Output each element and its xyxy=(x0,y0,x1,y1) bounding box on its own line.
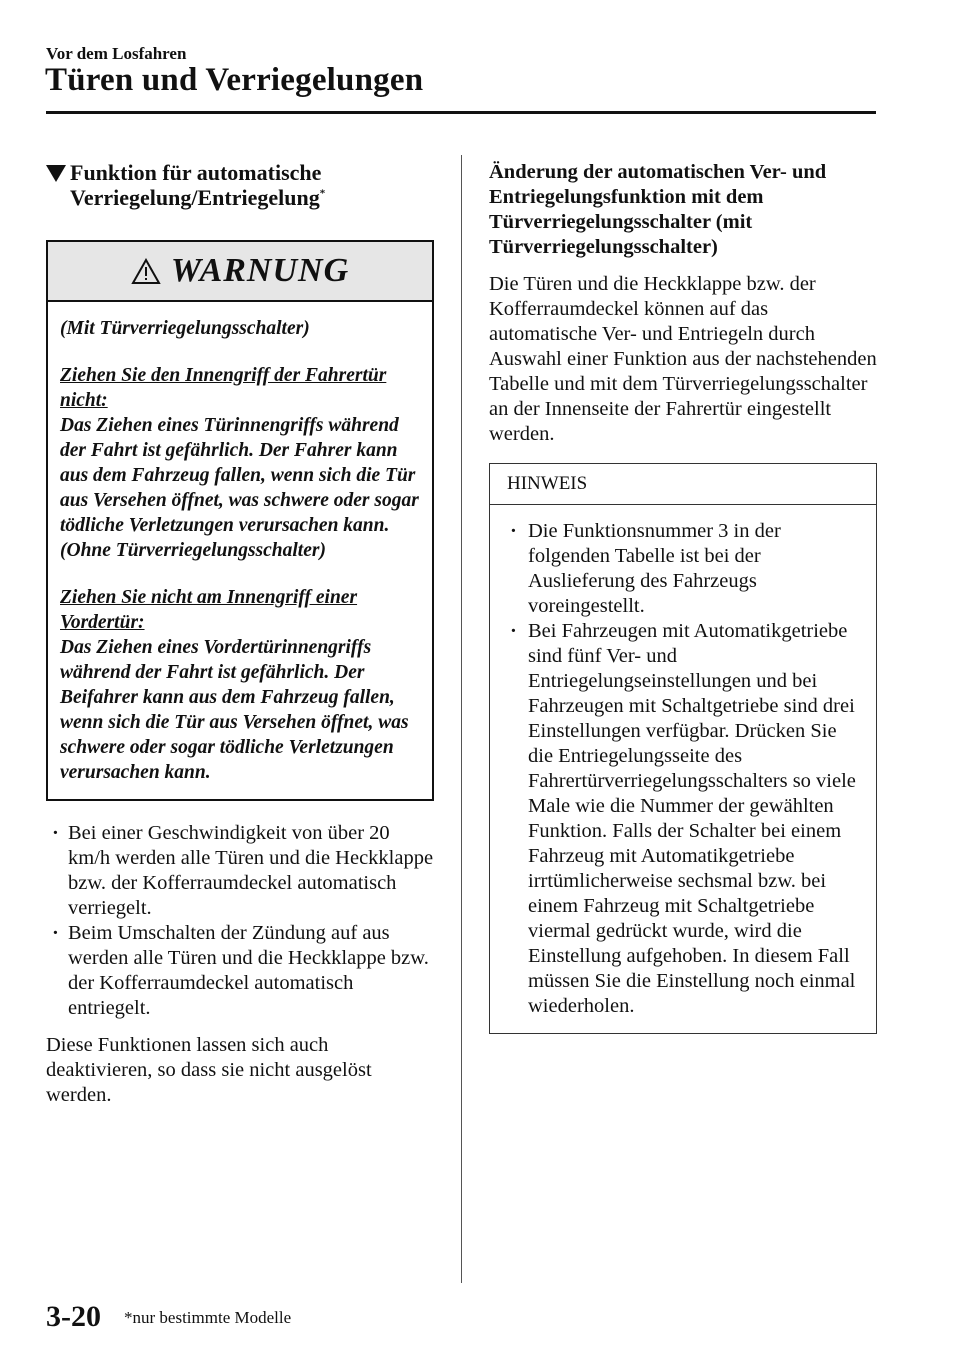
info-bullets xyxy=(46,821,434,1021)
page-number: 3-20 xyxy=(46,1300,101,1333)
chapter-title: Türen und Verriegelungen xyxy=(45,62,424,98)
warning-condition-2: (Ohne Türverriegelungsschalter) xyxy=(60,540,326,561)
paragraph: Diese Funktionen lassen sich auch deaktivieren, so dass sie nicht ausgelöst werden. xyxy=(46,1034,372,1106)
list-item: · Beim Umschalten der Zündung auf aus werden alle Türen und die Heckklappe bzw. der Kofferraumdeckel automatisch entriegelt. xyxy=(46,921,434,1021)
right-column xyxy=(489,160,877,1034)
warning-header xyxy=(48,242,432,302)
column-divider xyxy=(461,155,462,1283)
list-item: · Bei einer Geschwindigkeit von über 20 km/h werden alle Türen und die Heckklappe bzw. der Kofferraumdeckel automatisch verriegelt. xyxy=(46,821,434,921)
note-title: HINWEIS xyxy=(490,464,876,505)
subsection-heading: Änderung der automatischen Ver- und Entriegelungsfunktion mit dem Türverriegelungsschalter (mit Türverriegelungsschalter) xyxy=(489,161,827,258)
left-column xyxy=(46,160,434,1108)
list-item: · Die Funktionsnummer 3 in der folgenden Tabelle ist bei der Auslieferung des Fahrzeugs voreingestellt. xyxy=(504,519,864,619)
paragraph: Die Türen und die Heckklappe bzw. der Kofferraumdeckel können auf das automatische Ver- und Entriegeln durch Auswahl einer Funktion aus der nachstehenden Tabelle und mit dem Türverriegelungsschalter an der Innenseite der Fahrertür eingestellt werden. xyxy=(489,273,877,445)
footnote: *nur bestimmte Modelle xyxy=(124,1308,292,1327)
note-box xyxy=(489,463,877,1034)
warning-instruction-2: Ziehen Sie nicht am Innengriff einer Vordertür: xyxy=(60,587,358,633)
warning-box xyxy=(46,240,434,801)
note-body xyxy=(490,505,876,1033)
optional-equipment-mark: * xyxy=(319,187,326,200)
warning-instruction-1: Ziehen Sie den Innengriff der Fahrertür nicht: xyxy=(60,365,387,411)
warning-text-1: Das Ziehen eines Türinnengriffs während der Fahrt ist gefährlich. Der Fahrer kann aus dem Fahrzeug fallen, wenn sich die Tür aus Versehen öffnet, was schwere oder sogar tödliche Verletzungen verursachen kann. xyxy=(60,415,419,536)
warning-triangle-icon xyxy=(131,258,161,285)
section-label: Vor dem Losfahren xyxy=(46,44,187,63)
triangle-marker-icon xyxy=(46,165,66,182)
heading-line-1: Funktion für automatische xyxy=(70,160,322,185)
warning-body xyxy=(48,302,432,799)
header-rule xyxy=(46,111,876,114)
warning-condition-1: (Mit Türverriegelungsschalter) xyxy=(60,318,310,339)
heading-line-2: Verriegelung/Entriegelung xyxy=(70,185,320,210)
list-item: · Bei Fahrzeugen mit Automatikgetriebe sind fünf Ver- und Entriegelungseinstellungen und bei Fahrzeugen mit Schaltgetriebe sind drei Einstellungen verfügbar. Drücken Sie die Entriegelungsseite des Fahrertürverriegelungsschalters so viele Male wie die Nummer der gewählten Funktion. Falls der Schalter bei einem Fahrzeug mit Automatikgetriebe irrtümlicherweise sechsmal bzw. bei einem Fahrzeug mit Schaltgetriebe viermal gedrückt wurde, wird die Einstellung aufgehoben. In diesem Fall müssen Sie die Einstellung noch einmal wiederholen. xyxy=(504,619,864,1019)
section-heading xyxy=(46,160,434,210)
warning-text-2: Das Ziehen eines Vordertürinnengriffs während der Fahrt ist gefährlich. Der Beifahrer kann aus dem Fahrzeug fallen, wenn sich die Tür aus Versehen öffnet, was schwere oder sogar tödliche Verletzungen verursachen kann. xyxy=(60,637,409,783)
warning-title: WARNUNG xyxy=(170,252,350,289)
